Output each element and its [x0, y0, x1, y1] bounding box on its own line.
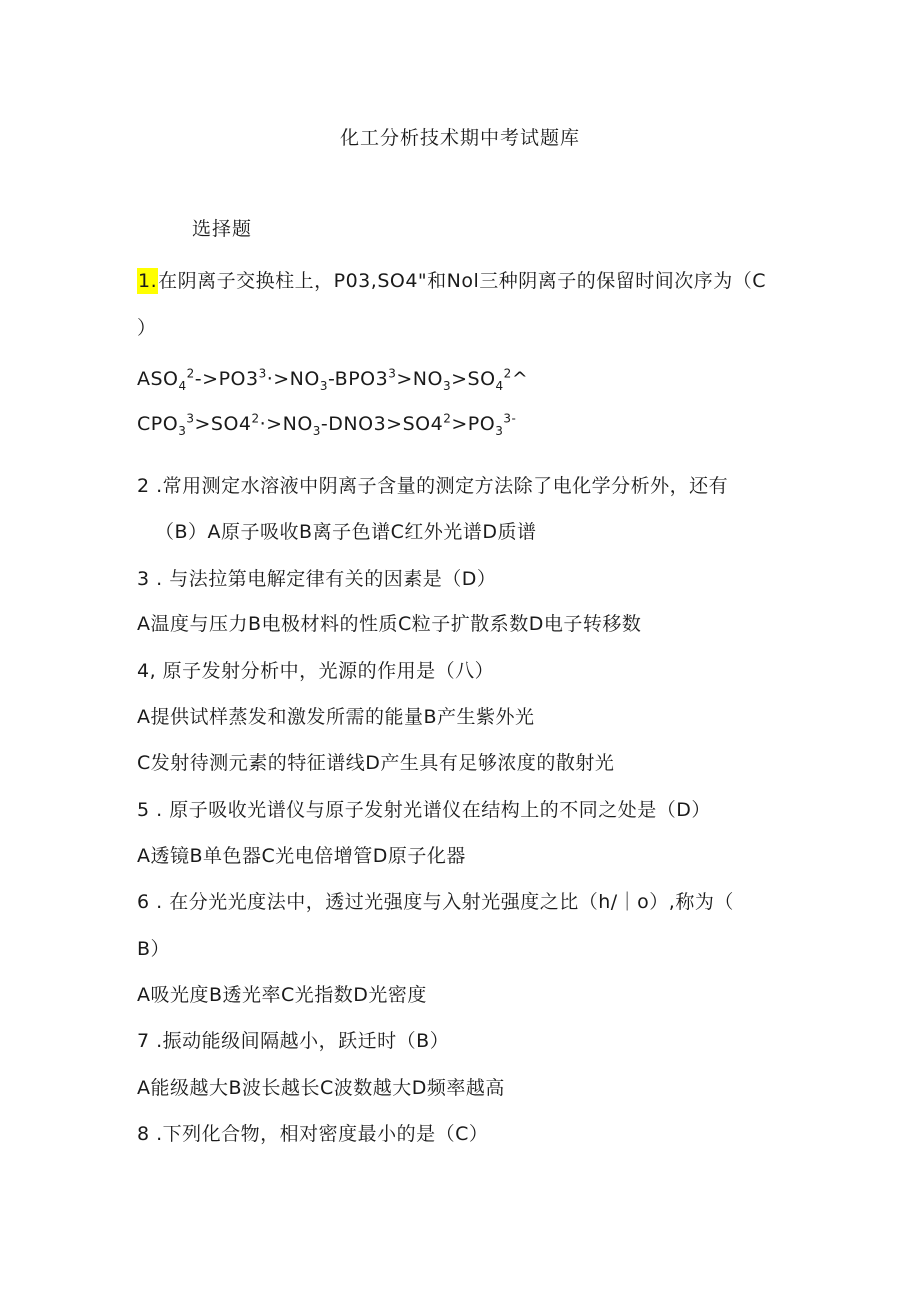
formula-segment: SO — [150, 368, 179, 390]
question-6-continuation: B） — [137, 938, 171, 960]
question-7-options: A能级越大B波长越长C波数越大D频率越高 — [137, 1077, 505, 1099]
formula-segment: 3 — [258, 366, 267, 381]
formula-segment: CPO — [137, 413, 179, 435]
question-4-options-ab: A提供试样蒸发和激发所需的能量B产生紫外光 — [137, 706, 535, 728]
question-1-continuation: ） — [137, 317, 157, 339]
formula-segment: 2 — [443, 411, 452, 426]
question-2-options: （B）A原子吸收B离子色谱C红外光谱D质谱 — [155, 521, 537, 543]
question-1-number: 1. — [138, 270, 158, 292]
formula-segment: >SO4 — [194, 413, 252, 435]
formula-segment: 3 — [388, 366, 397, 381]
formula-segment: ·>NO — [266, 368, 320, 390]
question-4-options-cd: C发射待测元素的特征谱线D产生具有足够浓度的散射光 — [137, 752, 615, 774]
formula-segment: ·>NO — [259, 413, 313, 435]
formula-segment: ^ — [511, 368, 529, 390]
formula-segment: 3 — [312, 423, 321, 438]
formula-segment: 4 — [178, 378, 187, 393]
formula-segment: >NO — [396, 368, 443, 390]
formula-segment: 4 — [495, 378, 504, 393]
question-2-line: 2 .常用测定水溶液中阴离子含量的测定方法除了电化学分析外，还有 — [137, 475, 729, 497]
question-1-text: 在阴离子交换柱上，P03,SO4"和Nol三种阴离子的保留时间次序为（C — [158, 270, 767, 292]
question-1-options-cd — [137, 412, 516, 436]
question-1-line — [137, 269, 766, 293]
formula-segment: 3 — [178, 423, 187, 438]
formula-segment: >SO — [451, 368, 496, 390]
document-title: 化工分析技术期中考试题库 — [339, 127, 580, 149]
question-3-options: A温度与压力B电极材料的性质C粒子扩散系数D电子转移数 — [137, 613, 642, 635]
formula-segment: 3 — [186, 411, 195, 426]
question-6-options: A吸光度B透光率C光指数D光密度 — [137, 984, 427, 1006]
formula-segment: -DNO3>SO4 — [320, 413, 444, 435]
formula-segment: A — [137, 368, 151, 390]
formula-segment: >PO — [451, 413, 496, 435]
formula-segment: 3 — [495, 423, 504, 438]
question-7-line: 7 .振动能级间隔越小，跃迁时（B） — [137, 1030, 450, 1052]
formula-segment: -BPO3 — [328, 368, 389, 390]
formula-segment: 2 — [186, 366, 195, 381]
question-1-options-ab — [137, 367, 528, 391]
question-4-line: 4, 原子发射分析中，光源的作用是（八） — [137, 660, 495, 682]
formula-segment: ->PO3 — [194, 368, 259, 390]
formula-segment: 3- — [503, 411, 517, 426]
question-5-line: 5 . 原子吸收光谱仪与原子发射光谱仪在结构上的不同之处是（D） — [137, 799, 711, 821]
section-heading: 选择题 — [192, 218, 253, 240]
question-6-line: 6 . 在分光光度法中，透过光强度与入射光强度之比（h/｜o）,称为（ — [137, 891, 734, 913]
formula-segment: 2 — [251, 411, 260, 426]
formula-segment: 3 — [319, 378, 328, 393]
formula-segment: 3 — [442, 378, 452, 393]
question-3-line: 3 . 与法拉第电解定律有关的因素是（D） — [137, 568, 497, 590]
formula-segment: 2 — [503, 366, 512, 381]
question-8-line: 8 .下列化合物，相对密度最小的是（C） — [137, 1123, 489, 1145]
question-5-options: A透镜B单色器C光电倍增管D原子化器 — [137, 845, 466, 867]
